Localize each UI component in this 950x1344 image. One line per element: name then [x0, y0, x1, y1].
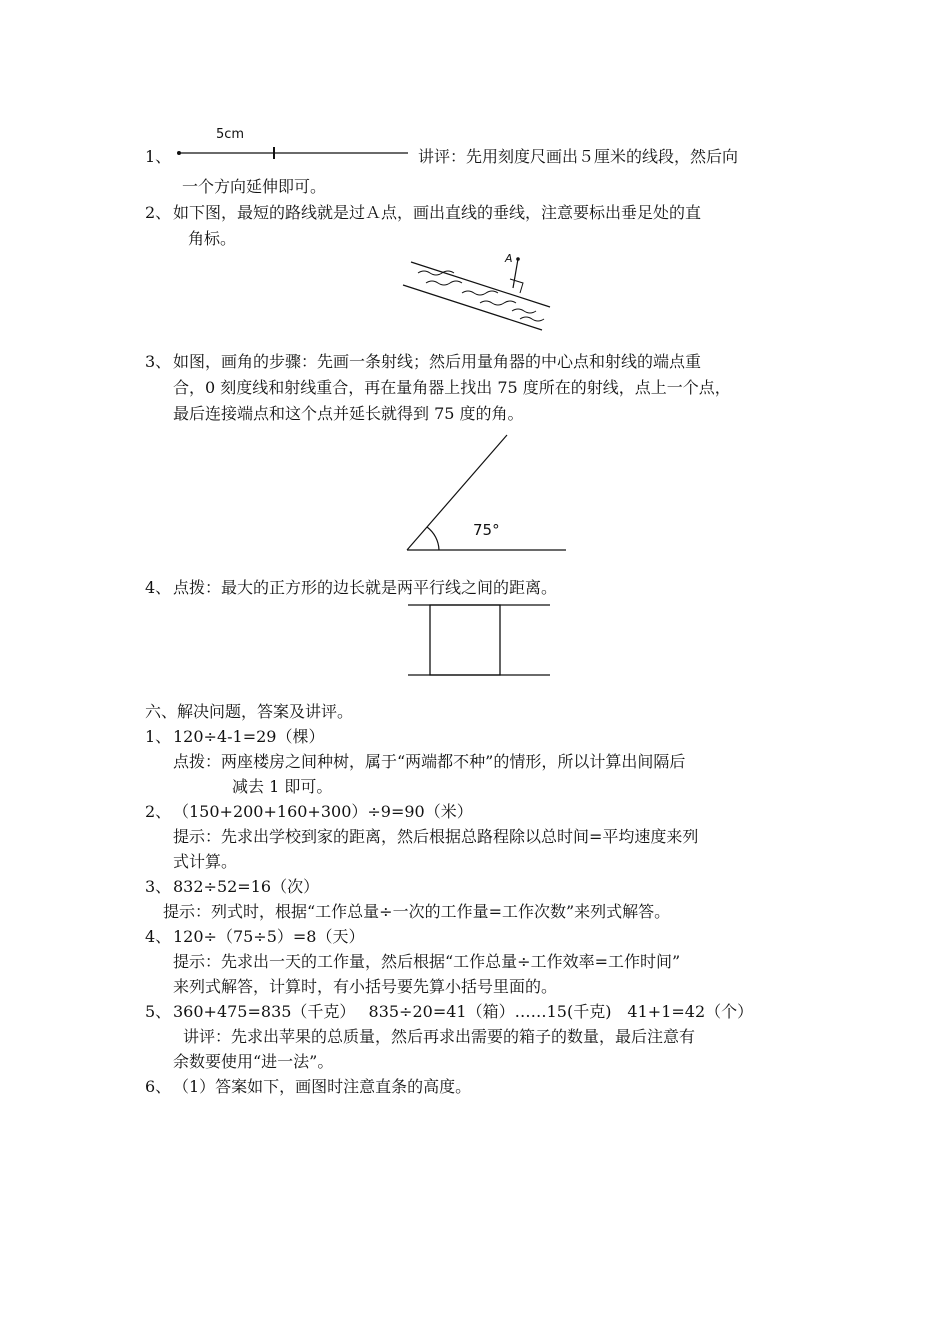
p6-item4-number: 4、 [145, 927, 172, 946]
q2-river-figure [400, 245, 560, 335]
p6-item1-note2: 减去 1 即可。 [232, 777, 333, 796]
q3-text-line1: 如图，画角的步骤：先画一条射线；然后用量角器的中心点和射线的端点重 [173, 352, 702, 371]
p6-item2-answer: （150+200+160+300）÷9=90（米） [173, 802, 473, 821]
p6-item5-note2: 余数要使用“进一法”。 [173, 1052, 334, 1071]
q1-segment-figure [170, 143, 415, 163]
p6-item4-note1: 提示：先求出一天的工作量，然后根据“工作总量÷工作效率=工作时间” [173, 952, 681, 971]
q2-text-line2: 角标。 [188, 229, 237, 248]
p6-item5-number: 5、 [145, 1002, 172, 1021]
p6-item2-note2: 式计算。 [173, 852, 238, 871]
p6-item1-answer: 120÷4-1=29（棵） [173, 727, 325, 746]
q3-number: 3、 [145, 352, 172, 371]
q3-angle-label: 75° [473, 521, 500, 539]
q1-number: 1、 [145, 147, 172, 166]
p6-item3-number: 3、 [145, 877, 172, 896]
p6-item6-answer: （1）答案如下，画图时注意直条的高度。 [173, 1077, 472, 1096]
q4-square-figure [400, 600, 560, 680]
q4-number: 4、 [145, 578, 172, 597]
q1-comment-line2: 一个方向延伸即可。 [182, 177, 327, 196]
p6-item5-answer: 360+475=835（千克） 835÷20=41（箱）……15(千克) 41+1=42（个） [173, 1002, 754, 1021]
q1-segment-label: 5cm [216, 127, 245, 142]
p6-item3-answer: 832÷52=16（次） [173, 877, 320, 896]
q4-text-line1: 点拨：最大的正方形的边长就是两平行线之间的距离。 [173, 578, 558, 597]
q3-text-line3: 最后连接端点和这个点并延长就得到 75 度的角。 [173, 404, 524, 423]
q1-comment-line1: 讲评：先用刻度尺画出５厘米的线段，然后向 [418, 147, 739, 166]
p6-item1-number: 1、 [145, 727, 172, 746]
p6-item3-note1: 提示：列式时，根据“工作总量÷一次的工作量=工作次数”来列式解答。 [163, 902, 671, 921]
q2-point-label: A [505, 252, 513, 265]
p6-item1-note1: 点拨：两座楼房之间种树，属于“两端都不种”的情形，所以计算出间隔后 [173, 752, 686, 771]
p6-item4-note2: 来列式解答，计算时，有小括号要先算小括号里面的。 [173, 977, 558, 996]
p6-item2-note1: 提示：先求出学校到家的距离，然后根据总路程除以总时间=平均速度来列 [173, 827, 699, 846]
p6-item2-number: 2、 [145, 802, 172, 821]
q2-number: 2、 [145, 203, 172, 222]
p6-item4-answer: 120÷（75÷5）=8（天） [173, 927, 365, 946]
p6-item5-note1: 讲评：先求出苹果的总质量，然后再求出需要的箱子的数量，最后注意有 [183, 1027, 696, 1046]
q3-text-line2: 合，0 刻度线和射线重合，再在量角器上找出 75 度所在的射线，点上一个点， [173, 378, 731, 397]
part6-heading: 六、解决问题，答案及讲评。 [145, 702, 354, 721]
q2-text-line1: 如下图，最短的路线就是过Ａ点，画出直线的垂线，注意要标出垂足处的直 [173, 203, 702, 222]
p6-item6-number: 6、 [145, 1077, 172, 1096]
